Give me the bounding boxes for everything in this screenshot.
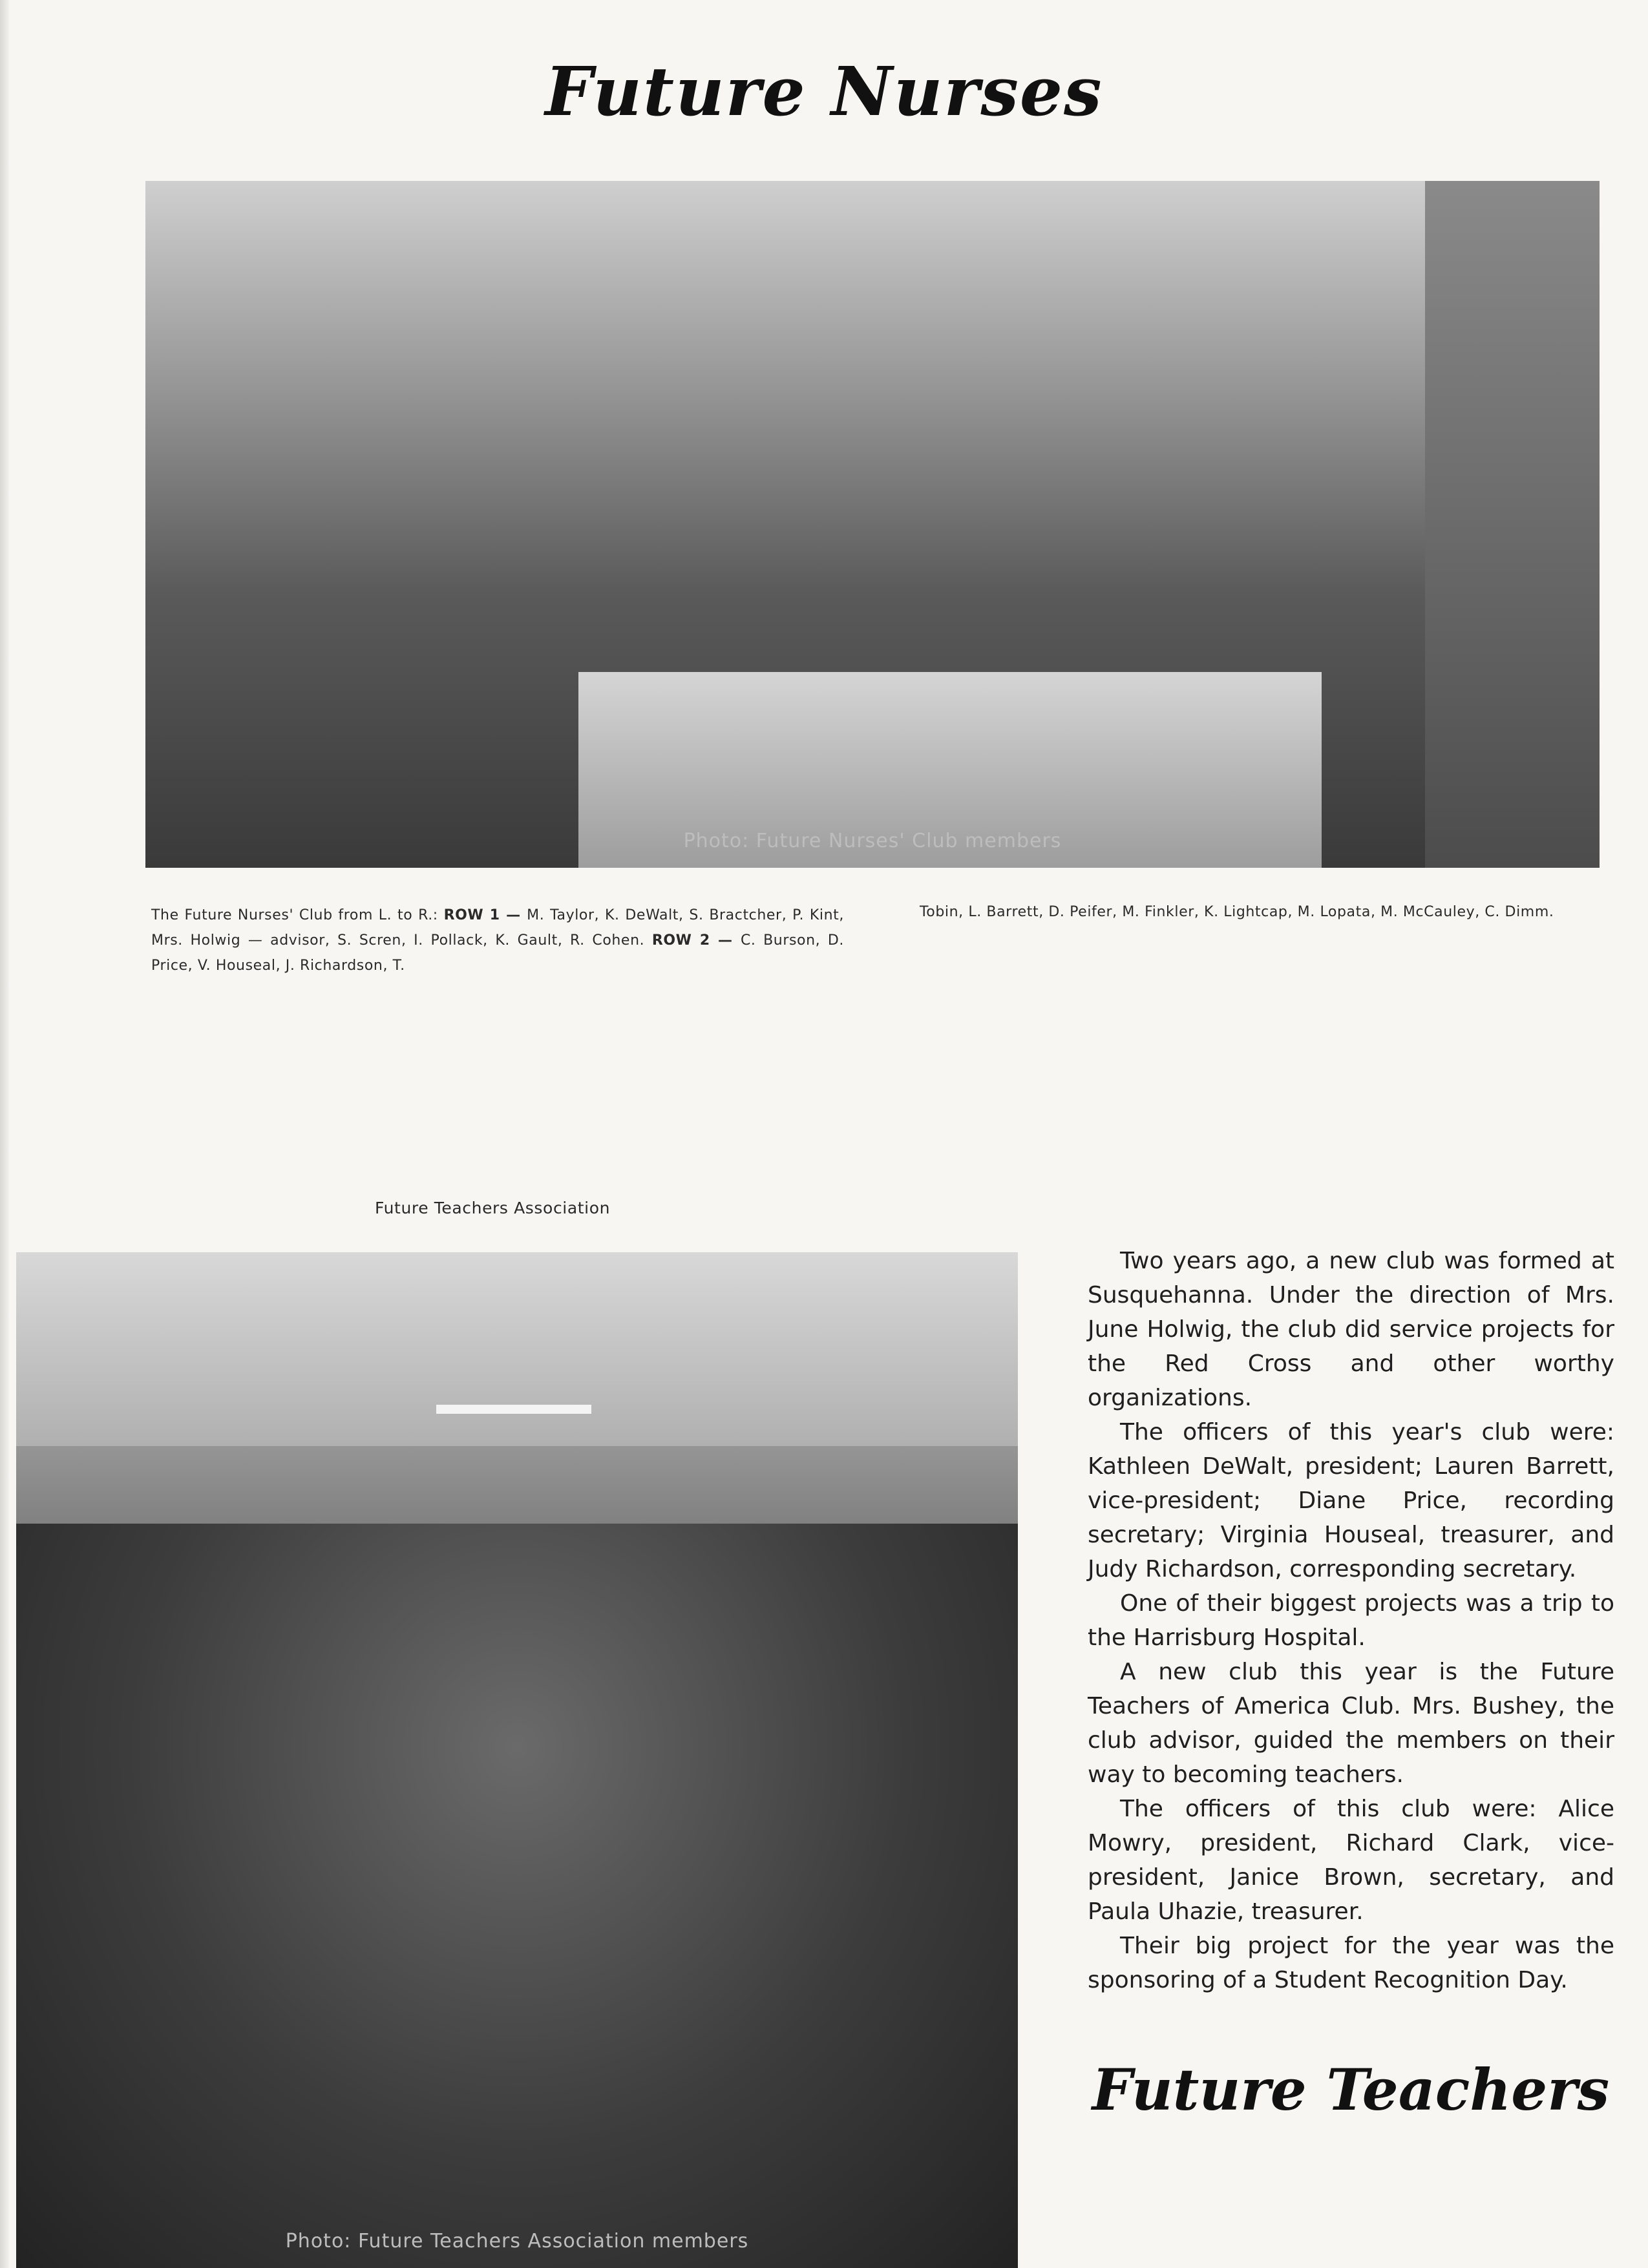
future-teachers-association-label: Future Teachers Association (375, 1199, 611, 1217)
body-paragraph: A new club this year is the Future Teachers of America Club. Mrs. Bushey, the club advisor, guided the members on their way to becoming teachers. (1088, 1659, 1614, 1788)
future-teachers-group-photo (16, 1252, 1018, 2268)
photo-wall-panel (1425, 181, 1600, 868)
body-paragraph: The officers of this club were: Alice Mowry, president, Richard Clark, vice-president, Janice Brown, secretary, and Paula Uhazie, treasurer. (1088, 1796, 1614, 1925)
page-binding-edge (0, 0, 9, 2268)
caption-row1-names: M. Taylor, K. DeWalt, S. Bractcher, P. Kint, Mrs. Holwig — advisor, S. Scren, I. Pollack, K. Gault, R. Cohen. (151, 907, 844, 949)
body-paragraph: One of their biggest projects was a trip to the Harrisburg Hospital. (1088, 1590, 1614, 1651)
nurses-caption-right: Tobin, L. Barrett, D. Peifer, M. Finkler, K. Lightcap, M. Lopata, M. McCauley, C. Dimm. (920, 904, 1554, 920)
teachers-photo-placeholder-label: Photo: Future Teachers Association members (285, 2230, 749, 2252)
body-paragraph: Their big project for the year was the sponsoring of a Student Recognition Day. (1088, 1933, 1614, 1993)
caption-row1-label: ROW 1 — (443, 907, 527, 923)
future-nurses-group-photo (145, 181, 1600, 868)
nurses-photo-placeholder-label: Photo: Future Nurses' Club members (683, 830, 1062, 852)
caption-row2-label: ROW 2 — (651, 932, 741, 949)
future-nurses-title: Future Nurses (545, 52, 1103, 131)
caption-intro: The Future Nurses' Club from L. to R.: (151, 907, 444, 923)
body-paragraph: Two years ago, a new club was formed at Susquehanna. Under the direction of Mrs. June Holwig, the club did service projects for the Red Cross and other worthy organizations. (1088, 1248, 1614, 1411)
photo-ceiling-light (436, 1405, 591, 1414)
nurses-caption-left (151, 903, 844, 978)
article-body (1088, 1244, 1614, 1997)
caption-row2-names: C. Burson, D. Price, V. Houseal, J. Richardson, T. (151, 932, 845, 974)
future-teachers-title: Future Teachers (1092, 2056, 1610, 2123)
photo-crowd (16, 1524, 1018, 2268)
body-paragraph: The officers of this year's club were: Kathleen DeWalt, president; Lauren Barrett, vice-president; Diane Price, recording secretary; Virginia Houseal, treasurer, and Judy Richardson, corresponding secretary. (1088, 1419, 1614, 1582)
photo-hallway-ceiling (16, 1252, 1018, 1446)
